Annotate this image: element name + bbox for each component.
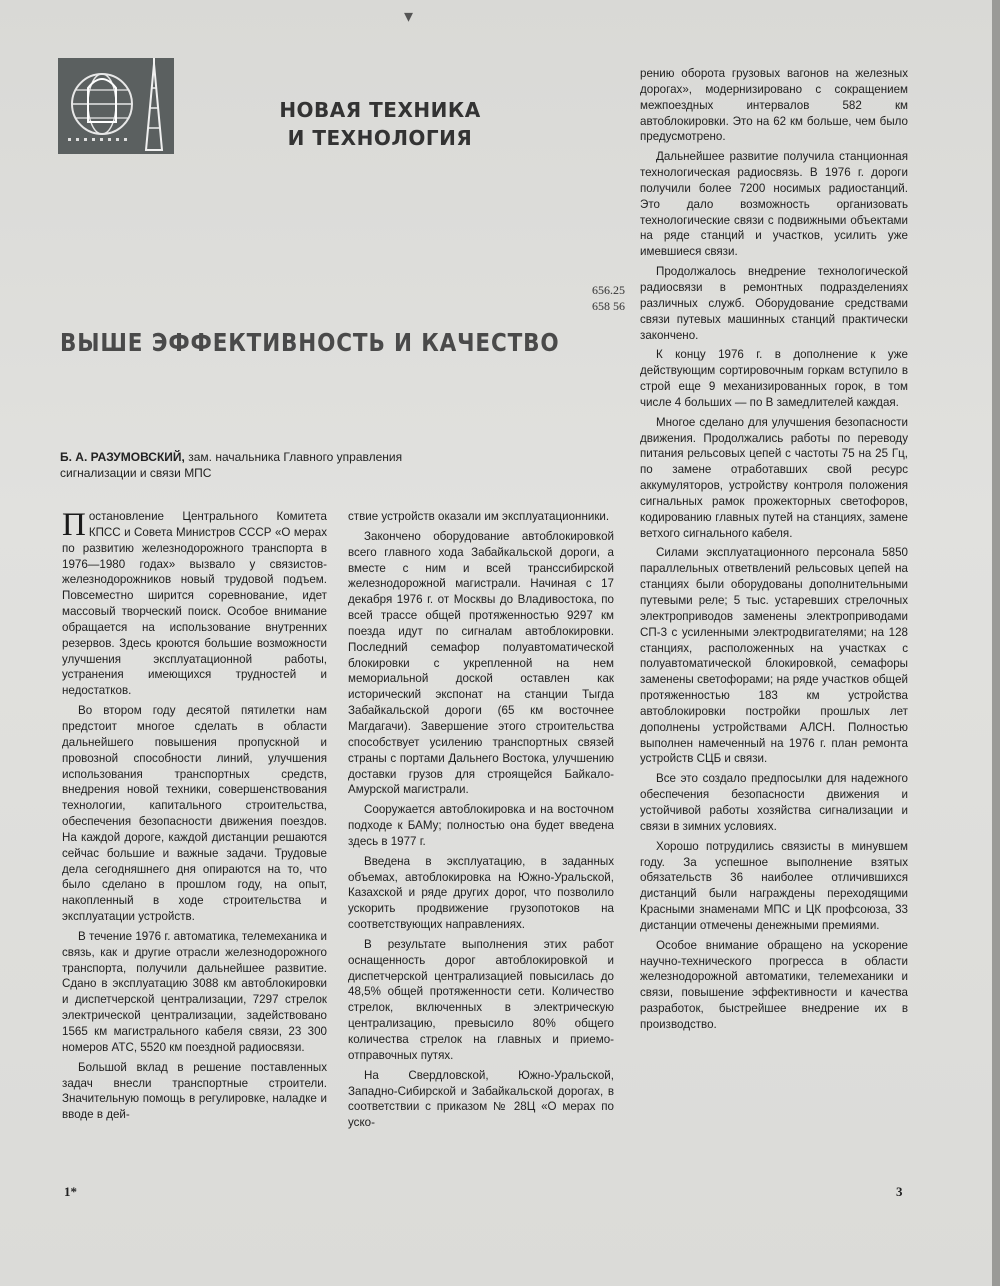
rubric-line-2: И ТЕХНОЛОГИЯ — [287, 126, 473, 150]
udc-code: 658 56 — [592, 299, 625, 313]
paragraph: К концу 1976 г. в дополнение к уже действующим сортировочным горкам вступило в строй еще 9 механизированных горок, в том числе 4 больших — по В замедлителей каждая. — [640, 348, 908, 409]
paragraph: Продолжалось внедрение технологической радиосвязи в ремонтных подразделениях различных служб. Оборудование средствами связи путевых машинных станций практически закончено. — [640, 265, 908, 342]
text-column-3 — [640, 66, 908, 1033]
author-role: зам. начальника Главного управления — [184, 450, 403, 464]
paragraph: Сооружается автоблокировка и на восточном подходе к БАМу; полностью она будет введена здесь в 1977 г. — [348, 803, 614, 848]
author-role-cont: сигнализации и связи МПС — [60, 466, 212, 480]
article-title: ВЫШЕ ЭФФЕКТИВНОСТЬ И КАЧЕСТВО — [60, 328, 560, 357]
udc-code: 656.25 — [592, 283, 625, 297]
paragraph: Многое сделано для улучшения безопасности движения. Продолжались работы по переводу питания рельсовых цепей с частоты 75 на 25 Гц, по замене отработавших свой ресурс аккумуляторов, устройству контроля положения сигнальных рамок прожекторных светофоров, кодированию главных путей на станциях, замене ветхого сигнального кабеля. — [640, 415, 908, 540]
paragraph: Все это создало предпосылки для надежного обеспечения безопасности движения и устойчивой работы хозяйства сигнализации и связи в зимних условиях. — [640, 772, 908, 833]
rubric-line-1: НОВАЯ ТЕХНИКА — [279, 98, 481, 122]
section-rubric — [270, 96, 490, 152]
signature-mark: 1* — [64, 1184, 77, 1199]
paragraph: На Свердловской, Южно-Уральской, Западно-Сибирской и Забайкальской дорогах, в соответствии с приказом № 28Ц «О мерах по уско- — [348, 1068, 614, 1130]
paragraph: Постановление Центрального Комитета КПСС и Совета Министров СССР «О мерах по развитию железнодорожного транспорта в 1976—1980 годах» вызвало у связистов-железнодорожников новый трудовой подъем. Повсеместно ширится соревнование, идет массовый творческий поиск. Особое внимание обращается на использование внутренних резервов. Здесь кроются большие возможности улучшения эксплуатационной работы, устранения имеющихся трудностей и недостатков. — [62, 507, 327, 698]
paragraph: Во втором году десятой пятилетки нам предстоит многое сделать в области дальнейшего повышения пропускной и провозной способности линий, улучшения использования транспортных средств, внедрения новой техники, совершенствования технологии, капитального строительства, обеспечения безопасности движения поездов. На каждой дороге, каждой дистанции решаются сейчас большие и важные задачи. Трудовые дела сегодняшнего дня опираются на то, что было сделано в прошлом году, на опыт, накопленный в ходе строительства и эксплуатации устройств. — [62, 704, 327, 924]
udc-codes — [565, 282, 625, 314]
railway-radio-logo-icon — [58, 58, 174, 154]
page-number: 3 — [896, 1184, 903, 1199]
paragraph: В результате выполнения этих работ оснащенность дорог автоблокировкой и диспетчерской централизацией повысилась до 48,5% общей протяженности сети. Количество стрелок, включенных в электрическую централизацию, превысило 80% общего количества стрелок на главных и приемо-отправочных путях. — [348, 937, 614, 1062]
text-column-1 — [62, 509, 327, 1123]
paragraph: Закончено оборудование автоблокировкой всего главного хода Забайкальской дороги, а вместе с ним и всей транссибирской железнодорожной магистрали. Начиная с 17 декабря 1976 г. от Москвы до Владивостока, по всей трассе общей протяженностью 9297 км поезда идут по сигналам автоблокировки. Последний семафор полуавтоматической блокировки с укрепленной на нем мемориальной доской оставлен как исторический экспонат на станции Тыгда Забайкальской дороги (65 км восточнее Магдагачи). Завершение этого строительства способствует усилению транспортных связей страны с портами Дальнего Востока, улучшению доставки грузов для строящейся Байкало-Амурской магистрали. — [348, 529, 614, 797]
author-byline — [60, 449, 550, 481]
scan-mark: ▾ — [404, 6, 414, 27]
paragraph: Большой вклад в решение поставленных задач внесли транспортные строители. Значительную помощь в регулировке, наладке и вводе в дей- — [62, 1060, 327, 1122]
paragraph: Введена в эксплуатацию, в заданных объемах, автоблокировка на Южно-Уральской, Казахской и ряде других дорог, что позволило ускорить продвижение грузопотоков на соответствующих направлениях. — [348, 854, 614, 932]
paragraph: ствие устройств оказали им эксплуатационники. — [348, 510, 610, 523]
page-edge-shadow — [992, 0, 1000, 1286]
paragraph: Дальнейшее развитие получила станционная технологическая радиосвязь. В 1976 г. дороги получили более 7200 носимых радиостанций. Это дало возможность организовать технологические связи с подвижными объектами на ряде станций и участков, усилить уже имевшиеся связи. — [640, 150, 908, 259]
paragraph: В течение 1976 г. автоматика, телемеханика и связь, как и другие отрасли железнодорожного транспорта, получили дальнейшее развитие. Сдано в эксплуатацию 3088 км автоблокировки и диспетчерской централизации, 7297 стрелок электрической централизации, задействовано 1565 км магистрального кабеля связи, 23 300 номеров АТС, 5520 км поездной радиосвязи. — [62, 929, 327, 1054]
paragraph: Хорошо потрудились связисты в минувшем году. За успешное выполнение взятых обязательств 36 наиболее отличившихся дистанций были награждены переходящими Красными знаменами МПС и ЦК профсоюза, 33 дистанции отмечены денежными премиями. — [640, 839, 908, 932]
text-column-2 — [348, 509, 614, 1131]
paragraph: рению оборота грузовых вагонов на железных дорогах», модернизировано с сокращением межпоездных интервалов 582 км автоблокировки. Это на 62 км больше, чем было предусмотрено. — [640, 67, 908, 144]
paragraph: Особое внимание обращено на ускорение научно-технического прогресса в области железнодорожной автоматики, телемеханики и связи, повышение эффективности и качества разработок, быстрейшее внедрение их в производство. — [640, 938, 908, 1031]
drop-cap: П — [62, 507, 86, 543]
paragraph: Силами эксплуатационного персонала 5850 параллельных ответвлений рельсовых цепей на станциях были оборудованы дополнительными путевыми реле; 5 тыс. устаревших стрелочных электроприводов заменены электроприводами СП-3 с усиленными электродвигателями; на 128 станциях, расположенных на участках с полуавтоматической блокировкой, семафоры заменены светофорами; на ряде участков общей протяженностью 183 км устройства автоблокировки постройки прошлых лет дополнены устройствами АЛСН. Полностью выполнен намеченный на 1976 г. план ремонта устройств СЦБ и связи. — [640, 546, 908, 766]
author-name: Б. А. РАЗУМОВСКИЙ, — [60, 450, 185, 464]
